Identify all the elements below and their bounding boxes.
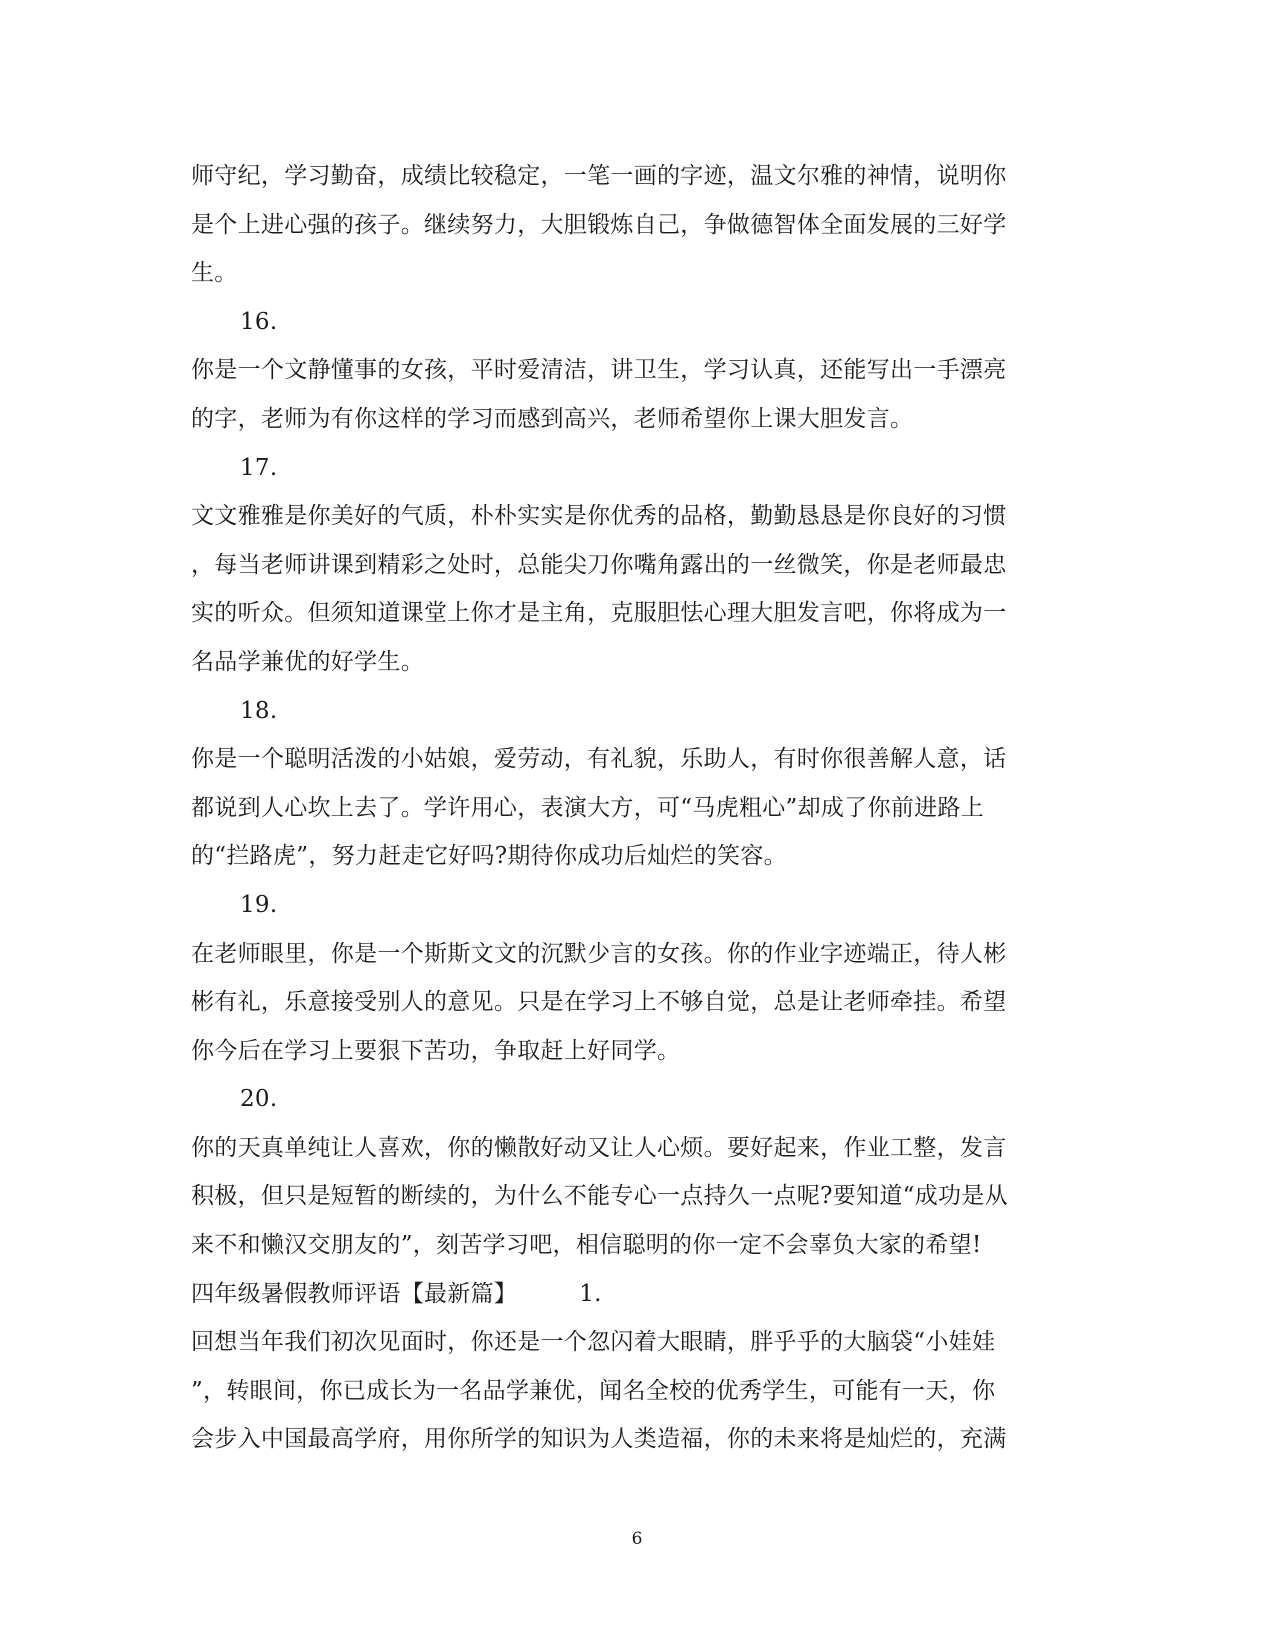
item-number: 20. xyxy=(240,1086,278,1113)
item-number: 1. xyxy=(579,1280,602,1307)
text-line: 你是一个文静懂事的女孩，平时爱清洁，讲卫生，学习认真，还能写出一手漂亮 xyxy=(191,357,1007,384)
item-number: 17. xyxy=(240,454,278,481)
text-line: 名品学兼优的好学生。 xyxy=(191,648,424,675)
section-heading-line xyxy=(191,1270,1071,1319)
text-line: 生。 xyxy=(191,260,238,287)
text-line: 彬有礼，乐意接受别人的意见。只是在学习上不够自觉，总是让老师牵挂。希望 xyxy=(191,989,1007,1016)
text-line: 你是一个聪明活泼的小姑娘，爱劳动，有礼貌，乐助人，有时你很善解人意，话 xyxy=(191,746,1007,773)
text-line: 你今后在学习上要狠下苦功，争取赶上好同学。 xyxy=(191,1037,681,1064)
page-body xyxy=(191,152,1071,1464)
text-line: 来不和懒汉交朋友的”，刻苦学习吧，相信聪明的你一定不会辜负大家的希望! xyxy=(191,1232,982,1259)
text-line: 你的天真单纯让人喜欢，你的懒散好动又让人心烦。要好起来，作业工整，发言 xyxy=(191,1134,1007,1161)
text-line: 会步入中国最高学府，用你所学的知识为人类造福，你的未来将是灿烂的，充满 xyxy=(191,1426,1007,1453)
text-line: 文文雅雅是你美好的气质，朴朴实实是你优秀的品格，勤勤恳恳是你良好的习惯 xyxy=(191,503,1007,530)
text-line: 都说到人心坎上去了。学许用心，表演大方，可“马虎粗心”却成了你前进路上 xyxy=(191,794,985,821)
text-line: 回想当年我们初次见面时，你还是一个忽闪着大眼睛，胖乎乎的大脑袋“小娃娃 xyxy=(191,1329,996,1356)
text-line: 在老师眼里，你是一个斯斯文文的沉默少言的女孩。你的作业字迹端正，待人彬 xyxy=(191,940,1007,967)
item-number: 18. xyxy=(240,697,278,724)
text-line: 实的听众。但须知道课堂上你才是主角，克服胆怯心理大胆发言吧，你将成为一 xyxy=(191,600,1007,627)
text-line: ，每当老师讲课到精彩之处时，总能尖刀你嘴角露出的一丝微笑，你是老师最忠 xyxy=(191,551,1007,578)
section-heading: 四年级暑假教师评语【最新篇】 xyxy=(191,1280,518,1307)
text-line: 的字，老师为有你这样的学习而感到高兴，老师希望你上课大胆发言。 xyxy=(191,405,914,432)
item-number: 19. xyxy=(240,891,278,918)
text-line: 积极，但只是短暂的断续的，为什么不能专心一点持久一点呢?要知道“成功是从 xyxy=(191,1183,1008,1210)
text-line: 是个上进心强的孩子。继续努力，大胆锻炼自己，争做德智体全面发展的三好学 xyxy=(191,211,1007,238)
text-line: 师守纪，学习勤奋，成绩比较稳定，一笔一画的字迹，温文尔雅的神情，说明你 xyxy=(191,163,1007,189)
item-number: 16. xyxy=(240,308,278,335)
page-number: 6 xyxy=(631,1529,643,1549)
text-line: ”，转眼间，你已成长为一名品学兼优，闻名全校的优秀学生，可能有一天，你 xyxy=(191,1377,996,1404)
text-line: 的“拦路虎”，努力赶走它好吗?期待你成功后灿烂的笑容。 xyxy=(191,843,787,870)
